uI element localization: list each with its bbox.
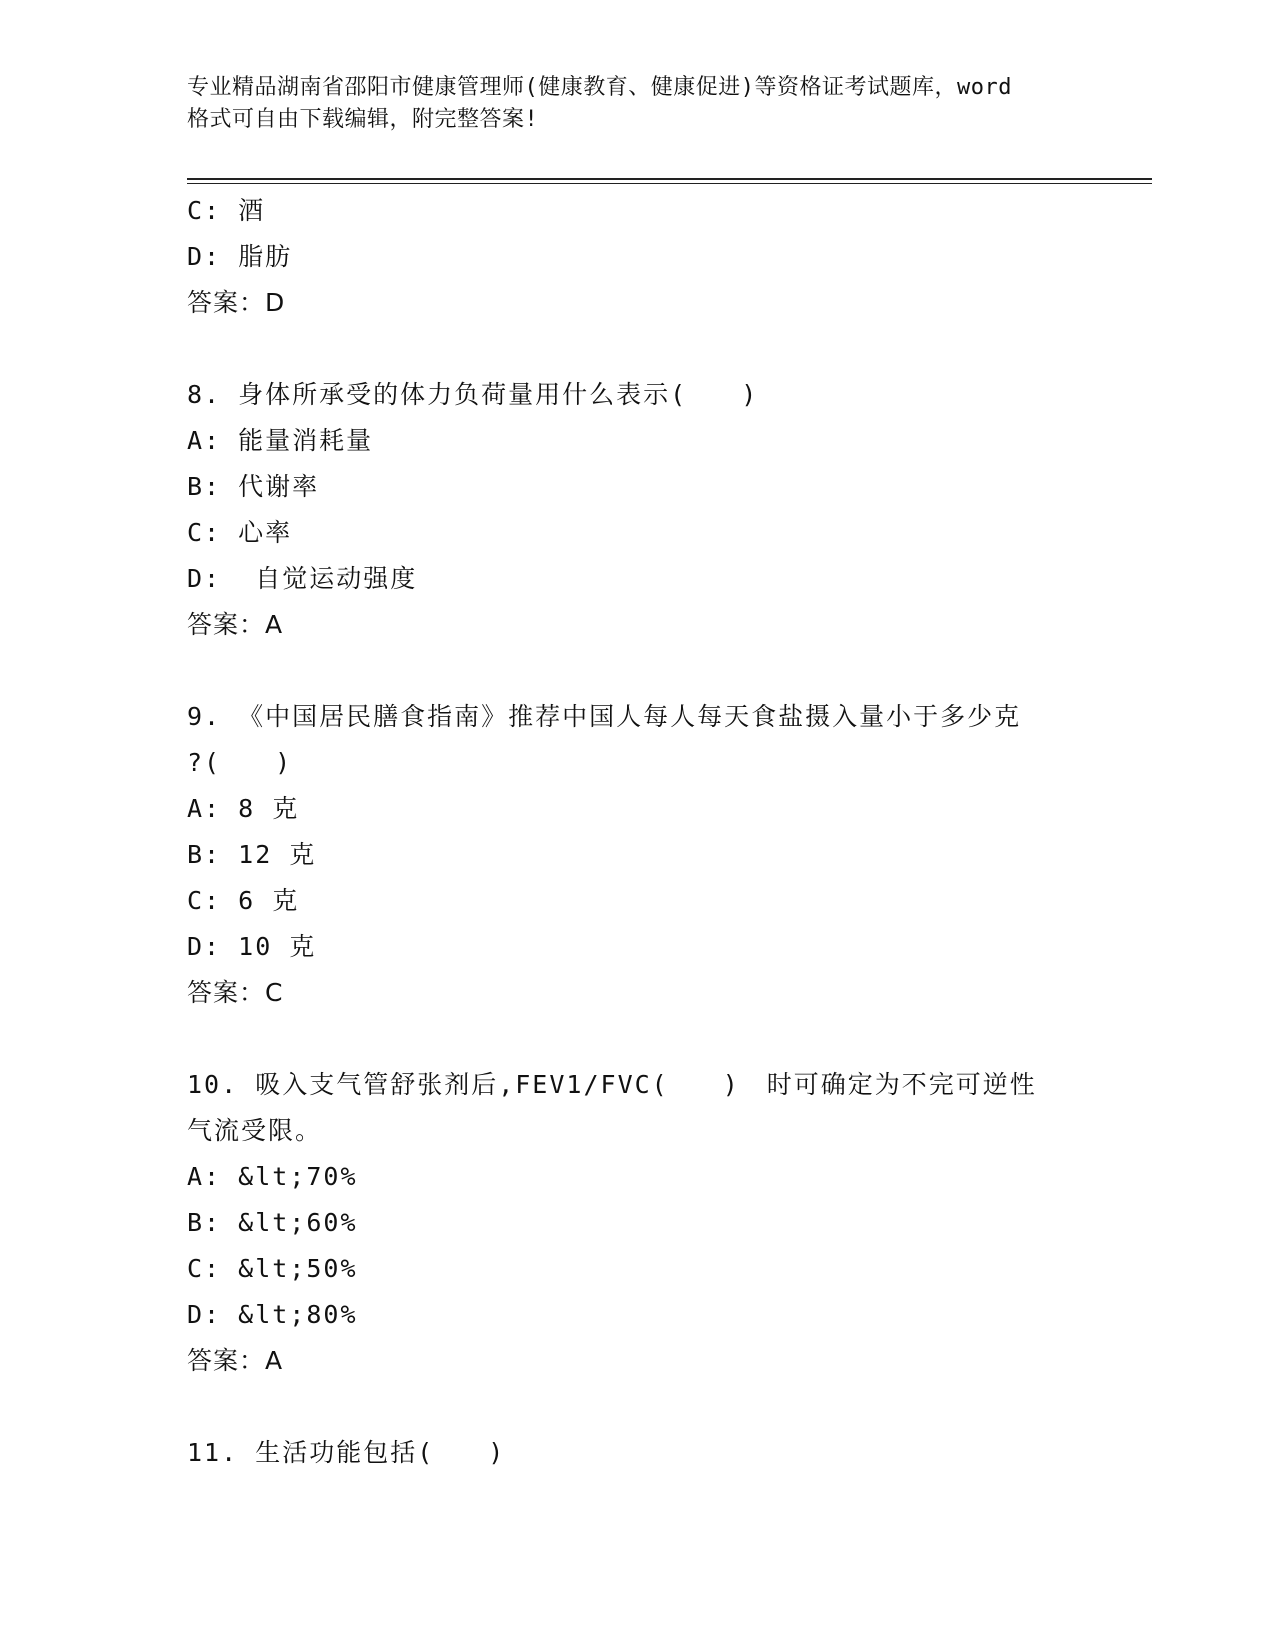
option-b: B: 12 克: [187, 840, 317, 869]
header-divider-thick: [187, 178, 1152, 180]
option-c: C: 酒: [187, 196, 266, 225]
question-7-tail: [187, 188, 1087, 326]
header-line-2: 格式可自由下载编辑，附完整答案!: [187, 107, 539, 132]
question-stem-continued: ?( ): [187, 748, 293, 777]
question-9: [187, 694, 1087, 1016]
option-a: A: 能量消耗量: [187, 426, 374, 455]
question-stem-continued: 气流受限。: [187, 1116, 323, 1145]
answer: 答案：A: [187, 610, 284, 639]
option-b: B: &lt;60%: [187, 1208, 358, 1237]
option-d: D: 脂肪: [187, 242, 293, 271]
option-b: B: 代谢率: [187, 472, 320, 501]
question-11: [187, 1430, 1087, 1476]
question-10: [187, 1062, 1087, 1384]
question-stem: 10. 吸入支气管舒张剂后,FEV1/FVC( ) 时可确定为不完可逆性: [187, 1070, 1037, 1099]
question-stem: 8. 身体所承受的体力负荷量用什么表示( ): [187, 380, 759, 409]
option-c: C: 心率: [187, 518, 293, 547]
answer: 答案：D: [187, 288, 286, 317]
option-c: C: &lt;50%: [187, 1254, 358, 1283]
answer: 答案：C: [187, 978, 284, 1007]
header-line-1: 专业精品湖南省邵阳市健康管理师(健康教育、健康促进)等资格证考试题库，word: [187, 75, 1012, 100]
option-a: A: 8 克: [187, 794, 300, 823]
option-c: C: 6 克: [187, 886, 300, 915]
question-stem: 11. 生活功能包括( ): [187, 1438, 506, 1467]
option-d: D: 自觉运动强度: [187, 564, 418, 593]
question-8: [187, 372, 1087, 648]
question-list: [187, 188, 1087, 1476]
question-stem: 9. 《中国居民膳食指南》推荐中国人每人每天食盐摄入量小于多少克: [187, 702, 1022, 731]
answer: 答案：A: [187, 1346, 284, 1375]
option-d: D: 10 克: [187, 932, 317, 961]
option-a: A: &lt;70%: [187, 1162, 358, 1191]
document-header: [187, 72, 1087, 136]
header-divider-thin: [187, 183, 1152, 184]
option-d: D: &lt;80%: [187, 1300, 358, 1329]
